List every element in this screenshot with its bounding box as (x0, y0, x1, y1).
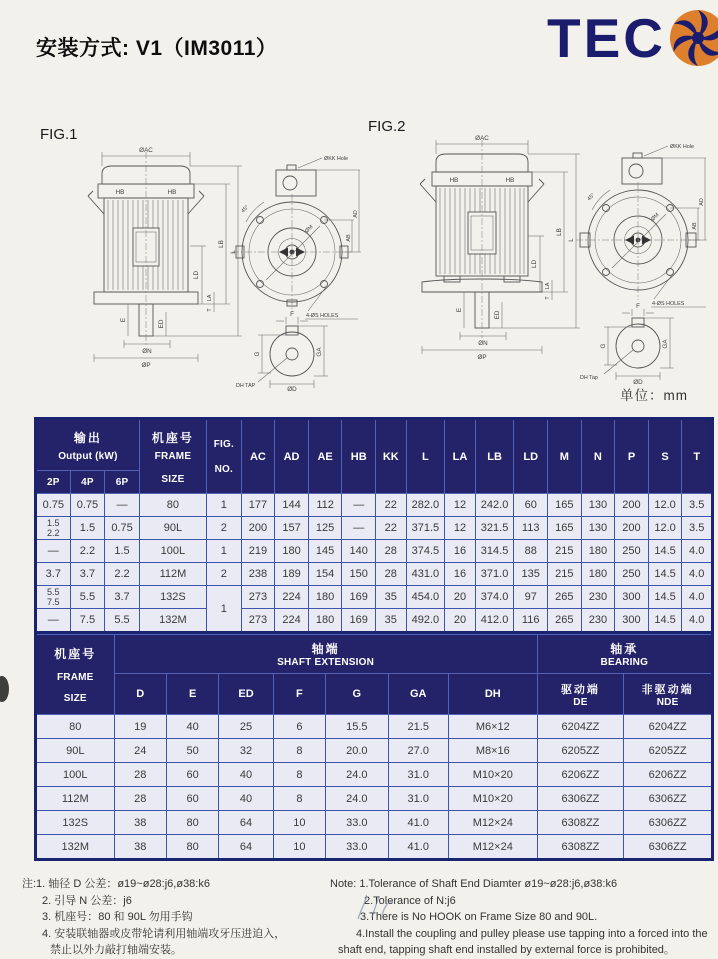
table-cell: 1 (207, 540, 242, 563)
table-cell: — (105, 494, 140, 517)
note-line: 注:1. 轴径 D 公差：ø19~ø28:j6,ø38:k6 (22, 878, 210, 890)
table-cell: 90L (139, 517, 206, 540)
table-cell: 2.2 (70, 540, 105, 563)
fig1-label: FIG.1 (40, 126, 78, 143)
col-header-e: E (166, 674, 218, 715)
table-cell: 113 (514, 517, 548, 540)
table-cell: 38 (114, 835, 166, 860)
table-cell: 180 (308, 586, 342, 609)
dim-label-dh-tap: DH TAP (236, 383, 256, 389)
dim-label-l: L (568, 238, 575, 242)
table-cell: 6206ZZ (624, 763, 713, 787)
table-cell: 33.0 (326, 835, 388, 860)
table-cell: 20 (445, 586, 476, 609)
page-title: 安装方式: V1（IM3011） (36, 37, 278, 60)
table-cell: 14.5 (648, 586, 682, 609)
fig2-drawing (376, 128, 714, 391)
table-cell: 12 (445, 517, 476, 540)
note-line: 2. 引导 N 公差：j6 (42, 894, 132, 907)
table-row (36, 563, 713, 586)
table-cell: 300 (615, 586, 649, 609)
table-cell: 238 (241, 563, 275, 586)
col-header-4p: 4P (70, 471, 105, 494)
table-cell: 1 (207, 494, 242, 517)
table-cell: 35 (376, 609, 407, 633)
dim-label-n: ØN (478, 340, 488, 347)
table-cell: 140 (342, 540, 376, 563)
table-row (36, 763, 713, 787)
table-cell: 157 (275, 517, 309, 540)
dim-label-la: LA (545, 282, 551, 290)
table-cell: 180 (308, 609, 342, 633)
col-header-ad: AD (275, 419, 309, 494)
fig-no-header: FIG. NO. (207, 419, 242, 494)
table-cell: 50 (166, 739, 218, 763)
shaft-section-view (580, 303, 674, 386)
table-cell: 40 (219, 763, 273, 787)
dim-label-45deg: 45° (586, 192, 597, 203)
teco-logo-swirl-icon (668, 8, 718, 68)
dim-label-45deg: 45° (240, 204, 251, 215)
table-cell: 144 (275, 494, 309, 517)
table-cell: 132M (36, 835, 115, 860)
table-cell: 14.5 (648, 609, 682, 633)
table-row (36, 540, 713, 563)
shaft-extension-header: 轴端 SHAFT EXTENSION (114, 635, 537, 674)
table-cell: 100L (139, 540, 206, 563)
dim-label-ed: ED (494, 310, 501, 320)
table-cell: 0.75 (36, 494, 71, 517)
table-cell: 5.5 (105, 609, 140, 633)
table-cell: 0.75 (70, 494, 105, 517)
dim-label-ab: AB (692, 222, 698, 230)
table-cell: 431.0 (406, 563, 445, 586)
dim-label-ac: ØAC (139, 147, 153, 154)
table-cell: 1 (207, 586, 242, 633)
table-cell: 3.7 (36, 563, 71, 586)
table-cell: 6306ZZ (537, 787, 624, 811)
table-cell: 6205ZZ (624, 739, 713, 763)
footnotes-chinese (22, 876, 330, 959)
table-cell: 224 (275, 586, 309, 609)
shaft-bearing-table-body (36, 715, 713, 860)
dim-label-ac: ØAC (475, 135, 489, 142)
col-header-lb: LB (475, 419, 514, 494)
frame-header: 机座号 FRAME SIZE (36, 635, 115, 715)
note-line: shaft end, tapping shaft end installed by external force is prohibited。 (338, 944, 675, 956)
frame-header: 机座号 FRAME SIZE (139, 419, 206, 494)
table-cell: 27.0 (388, 739, 448, 763)
table-cell: 132S (36, 811, 115, 835)
table-cell: 31.0 (388, 763, 448, 787)
dim-label-lb: LB (556, 228, 563, 236)
table-cell: 90L (36, 739, 115, 763)
table-cell: 6306ZZ (624, 787, 713, 811)
table-cell: 24 (114, 739, 166, 763)
table-cell: 219 (241, 540, 275, 563)
col-header-2p: 2P (36, 471, 71, 494)
dim-label-ga: GA (316, 347, 323, 357)
table-cell: 135 (514, 563, 548, 586)
dim-label-hb-left: HB (449, 177, 459, 184)
col-header-d: D (114, 674, 166, 715)
col-header-dh: DH (448, 674, 537, 715)
note-line: Note: 1.Tolerance of Shaft End Diamter ø19~ø28:j6,ø38:k6 (330, 878, 618, 890)
shaft-section-view (236, 311, 328, 393)
table-cell: — (36, 609, 71, 633)
table-cell: 24.0 (326, 763, 388, 787)
table-cell: 250 (615, 540, 649, 563)
table-cell: 60 (166, 787, 218, 811)
table-cell: 169 (342, 609, 376, 633)
col-header-m: M (548, 419, 582, 494)
table-cell: 1.5 (70, 517, 105, 540)
table-cell: 112M (139, 563, 206, 586)
dim-label-ga: GA (662, 339, 669, 349)
table-cell: 21.5 (388, 715, 448, 739)
table-cell: 10 (273, 811, 325, 835)
note-line: 4.Install the coupling and pulley please use tapping into a forced into the (356, 927, 708, 940)
col-header-nde: 非驱动端 NDE (624, 674, 713, 715)
table-cell: 0.75 (105, 517, 140, 540)
table-cell: 4.0 (682, 563, 713, 586)
dim-label-n: ØN (142, 348, 152, 355)
table-cell: 16 (445, 563, 476, 586)
dim-label-holes: 4-ØS HOLES (652, 301, 685, 307)
dim-label-kk-hole: ØKK Hole (670, 144, 694, 150)
table-cell: 20.0 (326, 739, 388, 763)
col-header-de: 驱动端 DE (537, 674, 624, 715)
col-header-l: L (406, 419, 445, 494)
col-header-la: LA (445, 419, 476, 494)
table-cell: 412.0 (475, 609, 514, 633)
col-header-n: N (581, 419, 615, 494)
table-cell: 4.0 (682, 586, 713, 609)
table-cell: 165 (548, 517, 582, 540)
table-cell: M6×12 (448, 715, 537, 739)
fig1-drawing (40, 140, 362, 397)
dim-label-hb-right: HB (505, 177, 515, 184)
motor-side-view (420, 135, 580, 361)
table-cell: 20 (445, 609, 476, 633)
table-row (36, 811, 713, 835)
table-cell: 32 (219, 739, 273, 763)
table-cell: 6308ZZ (537, 835, 624, 860)
table-cell: 2 (207, 517, 242, 540)
table-cell: 150 (342, 563, 376, 586)
col-header-ga: GA (388, 674, 448, 715)
table-cell: M8×16 (448, 739, 537, 763)
note-line: 3. 机座号：80 和 90L 勿用手钩 (42, 911, 193, 923)
table-cell: 321.5 (475, 517, 514, 540)
table-cell: 14.5 (648, 540, 682, 563)
table-cell: 40 (166, 715, 218, 739)
table-row (36, 715, 713, 739)
table-cell: 12 (445, 494, 476, 517)
dim-label-m: ØM (304, 224, 315, 235)
table-cell: 22 (376, 494, 407, 517)
motor-flange-view (232, 156, 361, 319)
note-line: 3.There is No HOOK on Frame Size 80 and 90L. (360, 911, 598, 923)
table-cell: 177 (241, 494, 275, 517)
table-cell: 28 (114, 763, 166, 787)
dim-label-ed: ED (158, 319, 165, 329)
table-cell: 112 (308, 494, 342, 517)
dim-label-kk-hole: ØKK Hole (324, 156, 348, 162)
dim-label-la: LA (207, 294, 213, 302)
col-header-hb: HB (342, 419, 376, 494)
note-line: 4. 安装联轴器或皮带轮请利用轴端攻牙压进迫入， (42, 927, 286, 940)
dim-label-hb-right: HB (167, 189, 177, 196)
note-line: 2.Tolerance of N:j6 (364, 894, 456, 907)
table-cell: 2.2 (105, 563, 140, 586)
table-cell: 15.5 (326, 715, 388, 739)
table-cell: 200 (615, 494, 649, 517)
dim-label-t: T (207, 308, 213, 312)
table-cell: 64 (219, 811, 273, 835)
dim-label-e: E (120, 317, 127, 323)
table-cell: — (342, 517, 376, 540)
table-cell: 215 (548, 563, 582, 586)
table-cell: 145 (308, 540, 342, 563)
table-cell: 8 (273, 787, 325, 811)
dim-label-t: T (545, 296, 551, 300)
output-header: 输出 Output (kW) (36, 419, 140, 471)
table-cell: 14.5 (648, 563, 682, 586)
table-cell: 180 (275, 540, 309, 563)
table-cell: 2 (207, 563, 242, 586)
table-cell: 224 (275, 609, 309, 633)
table-cell: 6205ZZ (537, 739, 624, 763)
table-cell: — (342, 494, 376, 517)
motor-flange-view (576, 144, 707, 307)
col-header-g: G (326, 674, 388, 715)
table-cell: 180 (581, 563, 615, 586)
table-cell: 125 (308, 517, 342, 540)
table-cell: 12.0 (648, 494, 682, 517)
table-cell: 132M (139, 609, 206, 633)
dimension-table-main (34, 417, 714, 634)
table-cell: 38 (114, 811, 166, 835)
dim-label-e: E (456, 307, 463, 313)
table-cell: 314.5 (475, 540, 514, 563)
table-cell: — (36, 540, 71, 563)
table-cell: 33.0 (326, 811, 388, 835)
table-cell: M12×24 (448, 835, 537, 860)
table-cell: 4.0 (682, 609, 713, 633)
table-cell: 31.0 (388, 787, 448, 811)
table-row (36, 739, 713, 763)
shaft-bearing-table (34, 634, 714, 861)
table-cell: 6306ZZ (624, 835, 713, 860)
dimension-table-body (36, 494, 713, 633)
col-header-6p: 6P (105, 471, 140, 494)
table-cell: 242.0 (475, 494, 514, 517)
table-cell: 371.0 (475, 563, 514, 586)
table-cell: 19 (114, 715, 166, 739)
col-header-kk: KK (376, 419, 407, 494)
table-cell: 41.0 (388, 835, 448, 860)
teco-logo-text: TEC (547, 6, 666, 69)
table-cell: 265 (548, 609, 582, 633)
dim-label-f: F (290, 311, 294, 318)
note-line: 禁止以外力敲打轴端安装。 (50, 944, 182, 956)
table-cell: 215 (548, 540, 582, 563)
table-cell: 5.5 7.5 (36, 586, 71, 609)
table-cell: M10×20 (448, 787, 537, 811)
table-cell: 169 (342, 586, 376, 609)
table-cell: 60 (514, 494, 548, 517)
dim-label-hb-left: HB (115, 189, 125, 196)
dim-label-f: F (636, 303, 640, 310)
table-cell: 130 (581, 494, 615, 517)
col-header-ld: LD (514, 419, 548, 494)
table-cell: 371.5 (406, 517, 445, 540)
table-cell: 1.5 2.2 (36, 517, 71, 540)
table-cell: 40 (219, 787, 273, 811)
col-header-ac: AC (241, 419, 275, 494)
dim-label-ad: AD (699, 198, 705, 206)
table-cell: 116 (514, 609, 548, 633)
table-cell: 8 (273, 739, 325, 763)
table-cell: 374.5 (406, 540, 445, 563)
col-header-f: F (273, 674, 325, 715)
table-cell: 10 (273, 835, 325, 860)
table-cell: 80 (36, 715, 115, 739)
table-cell: 374.0 (475, 586, 514, 609)
table-cell: 250 (615, 563, 649, 586)
table-cell: 80 (166, 835, 218, 860)
table-cell: 3.7 (70, 563, 105, 586)
table-cell: 230 (581, 609, 615, 633)
table-cell: 112M (36, 787, 115, 811)
scan-edge-artifact (0, 676, 9, 702)
table-cell: M10×20 (448, 763, 537, 787)
table-cell: 24.0 (326, 787, 388, 811)
dim-label-ad: AD (353, 210, 359, 218)
dim-label-ab: AB (346, 234, 352, 242)
col-header-s: S (648, 419, 682, 494)
dim-label-m: ØM (650, 212, 661, 223)
motor-side-view (88, 147, 242, 369)
table-cell: 273 (241, 586, 275, 609)
table-cell: 282.0 (406, 494, 445, 517)
table-cell: 6 (273, 715, 325, 739)
table-cell: 265 (548, 586, 582, 609)
dim-label-d: ØD (633, 379, 643, 386)
table-cell: 64 (219, 835, 273, 860)
table-cell: 60 (166, 763, 218, 787)
table-cell: 16 (445, 540, 476, 563)
col-header-ae: AE (308, 419, 342, 494)
table-cell: 189 (275, 563, 309, 586)
table-cell: 6204ZZ (537, 715, 624, 739)
dim-label-g: G (600, 343, 607, 349)
dim-label-holes: 4-ØS HOLES (306, 313, 339, 319)
teco-logo (547, 8, 718, 68)
dimension-tables (34, 417, 714, 861)
table-cell: 6204ZZ (624, 715, 713, 739)
table-cell: 273 (241, 609, 275, 633)
table-cell: 97 (514, 586, 548, 609)
table-cell: 8 (273, 763, 325, 787)
unit-label: 单位：mm (620, 388, 688, 403)
table-cell: 7.5 (70, 609, 105, 633)
table-cell: 100L (36, 763, 115, 787)
pen-mark (352, 893, 398, 923)
dim-label-p: ØP (477, 354, 487, 361)
table-cell: 3.5 (682, 517, 713, 540)
dim-label-g: G (254, 351, 261, 357)
table-row (36, 494, 713, 517)
table-row (36, 586, 713, 609)
table-cell: 41.0 (388, 811, 448, 835)
table-row (36, 517, 713, 540)
table-cell: 28 (376, 540, 407, 563)
table-cell: 28 (114, 787, 166, 811)
table-cell: 25 (219, 715, 273, 739)
table-cell: 88 (514, 540, 548, 563)
table-cell: 3.7 (105, 586, 140, 609)
bearing-header: 轴承 BEARING (537, 635, 712, 674)
table-cell: 6206ZZ (537, 763, 624, 787)
col-header-p: P (615, 419, 649, 494)
table-cell: 3.5 (682, 494, 713, 517)
table-row (36, 609, 713, 633)
table-cell: 22 (376, 517, 407, 540)
table-cell: 454.0 (406, 586, 445, 609)
table-cell: 200 (615, 517, 649, 540)
table-cell: 1.5 (105, 540, 140, 563)
table-cell: 492.0 (406, 609, 445, 633)
table-row (36, 787, 713, 811)
table-cell: 165 (548, 494, 582, 517)
dim-label-ld: LD (193, 270, 200, 280)
table-cell: 35 (376, 586, 407, 609)
table-cell: 130 (581, 517, 615, 540)
table-cell: M12×24 (448, 811, 537, 835)
col-header-t: T (682, 419, 713, 494)
dim-label-lb: LB (218, 240, 225, 248)
dim-label-d: ØD (287, 386, 297, 393)
table-cell: 5.5 (70, 586, 105, 609)
dim-label-ld: LD (531, 259, 538, 269)
table-cell: 200 (241, 517, 275, 540)
table-cell: 28 (376, 563, 407, 586)
table-cell: 230 (581, 586, 615, 609)
table-cell: 300 (615, 609, 649, 633)
col-header-ed: ED (219, 674, 273, 715)
table-cell: 80 (139, 494, 206, 517)
table-cell: 80 (166, 811, 218, 835)
table-cell: 154 (308, 563, 342, 586)
table-cell: 12.0 (648, 517, 682, 540)
dim-label-l: L (230, 250, 237, 254)
dim-label-dh-tap: DH Tap (580, 375, 598, 381)
table-cell: 6306ZZ (624, 811, 713, 835)
table-cell: 132S (139, 586, 206, 609)
fig2-label: FIG.2 (368, 118, 406, 135)
table-cell: 4.0 (682, 540, 713, 563)
table-cell: 6308ZZ (537, 811, 624, 835)
dim-label-p: ØP (141, 362, 151, 369)
table-cell: 180 (581, 540, 615, 563)
table-row (36, 835, 713, 860)
